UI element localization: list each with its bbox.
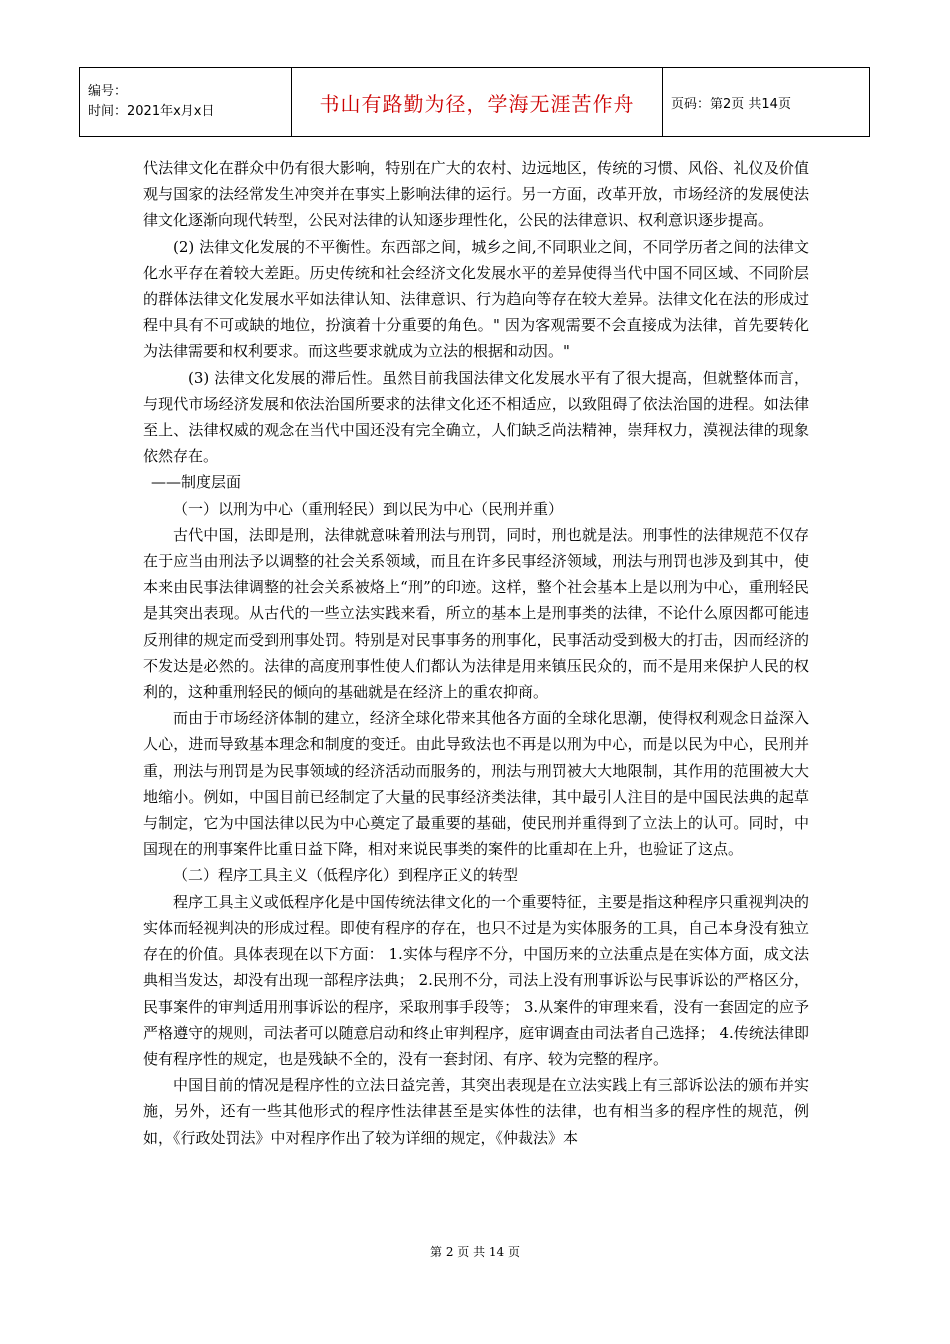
header-motto: 书山有路勤为径，学海无涯苦作舟 — [292, 68, 663, 137]
section-heading: ——制度层面 — [151, 473, 242, 492]
page-footer: 第 2 页 共 14 页 — [430, 1245, 520, 1259]
header-table — [79, 67, 870, 137]
header-page-info: 页码：第2页 共14页 — [663, 68, 870, 137]
document-date-label: 时间：2021年x月x日 — [88, 104, 215, 119]
subsection-heading: （一）以刑为中心（重刑轻民）到以民为中心（民刑并重） — [173, 499, 564, 518]
body-paragraph: 中国目前的情况是程序性的立法日益完善，其突出表现是在立法实践上有三部诉讼法的颁布并实施，另外，还有一些其他形式的程序性法律甚至是实体性的法律，也有相当多的程序性的规范，例如，《行政处罚法》中对程序作出了较为详细的规定，《仲裁法》本 — [143, 1076, 809, 1147]
body-paragraph: 而由于市场经济体制的建立，经济全球化带来其他各方面的全球化思潮，使得权利观念日益深入人心，进而导致基本理念和制度的变迁。由此导致法也不再是以刑为中心，而是以民为中心，民刑并重，刑法与刑罚是为民事领域的经济活动而服务的，刑法与刑罚被大大地限制，其作用的范围被大大地缩小。例如，中国目前已经制定了大量的民事经济类法律，其中最引人注目的是中国民法典的起草与制定，它为中国法律以民为中心奠定了最重要的基础，使民刑并重得到了立法上的认可。同时，中国现在的刑事案件比重日益下降，相对来说民事类的案件的比重却在上升，也验证了这点。 — [143, 709, 809, 859]
body-paragraph: (3) 法律文化发展的滞后性。虽然目前我国法律文化发展水平有了很大提高，但就整体而言，与现代市场经济发展和依法治国所要求的法律文化还不相适应，以致阻碍了依法治国的进程。如法律至上、法律权威的观念在当代中国还没有完全确立，人们缺乏尚法精神，崇拜权力，漠视法律的现象依然存在。 — [143, 368, 809, 466]
header-meta-cell — [80, 68, 292, 137]
body-paragraph: 代法律文化在群众中仍有很大影响，特别在广大的农村、边远地区，传统的习惯、风俗、礼仪及价值观与国家的法经常发生冲突并在事实上影响法律的运行。另一方面，改革开放，市场经济的发展使法律文化逐渐向现代转型，公民对法律的认知逐步理性化，公民的法律意识、权利意识逐步提高。 — [143, 159, 809, 230]
subsection-heading: （二）程序工具主义（低程序化）到程序正义的转型 — [173, 866, 519, 885]
body-paragraph: (2) 法律文化发展的不平衡性。东西部之间，城乡之间,不同职业之间，不同学历者之间的法律文化水平存在着较大差距。历史传统和社会经济文化发展水平的差异使得当代中国不同区域、不同阶层的群体法律文化发展水平如法律认知、法律意识、行为趋向等存在较大差异。法律文化在法的形成过程中具有不可或缺的地位，扮演着十分重要的角色。" 因为客观需要不会直接成为法律，首先要转化为法律需要和权利要求。而这些要求就成为立法的根据和动因。" — [143, 237, 809, 361]
document-body — [143, 155, 809, 1151]
document-number-label: 编号： — [88, 84, 128, 99]
body-paragraph: 程序工具主义或低程序化是中国传统法律文化的一个重要特征，主要是指这种程序只重视判决的实体而轻视判决的形成过程。即使有程序的存在，也只不过是为实体服务的工具，自己本身没有独立存在的价值。具体表现在以下方面： 1.实体与程序不分，中国历来的立法重点是在实体方面，成文法典相当发达，却没有出现一部程序法典； 2.民刑不分，司法上没有刑事诉讼与民事诉讼的严格区分，民事案件的审判适用刑事诉讼的程序，采取刑事手段等； 3.从案件的审理来看，没有一套固定的应予严格遵守的规则，司法者可以随意启动和终止审判程序，庭审调查由司法者自己选择； 4.传统法律即使有程序性的规定，也是残缺不全的，没有一套封闭、有序、较为完整的程序。 — [143, 892, 809, 1068]
body-paragraph: 古代中国，法即是刑，法律就意味着刑法与刑罚，同时，刑也就是法。刑事性的法律规范不仅存在于应当由刑法予以调整的社会关系领域，而且在许多民事经济领域，刑法与刑罚也涉及到其中，使本来由民事法律调整的社会关系被烙上“刑”的印迹。这样，整个社会基本上是以刑为中心，重刑轻民是其突出表现。从古代的一些立法实践来看，所立的基本上是刑事类的法律，不论什么原因都可能违反刑律的规定而受到刑事处罚。特别是对民事事务的刑事化，民事活动受到极大的打击，因而经济的不发达是必然的。法律的高度刑事性使人们都认为法律是用来镇压民众的，而不是用来保护人民的权利的，这种重刑轻民的倾向的基础就是在经济上的重农抑商。 — [143, 525, 809, 702]
